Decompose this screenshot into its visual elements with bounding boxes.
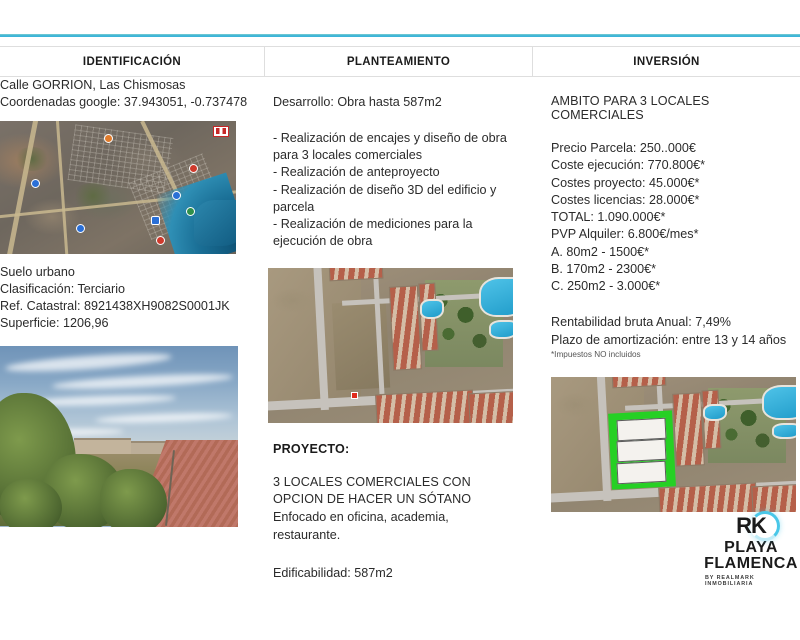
- photo-building: [74, 438, 131, 454]
- plot-ground-photo: [0, 346, 238, 527]
- logo-line-one: PLAYA: [724, 539, 778, 556]
- satellite-parcel-highlight-map: [551, 377, 796, 512]
- cadastral-reference: Ref. Catastral: 8921438XH9082S0001JK: [0, 299, 230, 313]
- map-building-block: [388, 286, 422, 371]
- logo-line-two: FLAMENCA: [704, 555, 798, 573]
- top-accent-rule: [0, 34, 800, 37]
- cost-line: TOTAL: 1.090.000€*: [551, 210, 666, 224]
- header-identificacion: IDENTIFICACIÓN: [0, 47, 265, 76]
- map-pin-red-south: [156, 236, 165, 245]
- map-pin-blue-west: [31, 179, 40, 188]
- map-swimming-pool: [772, 423, 797, 439]
- land-classification: Clasificación: Terciario: [0, 281, 126, 296]
- map-building-block: [658, 482, 758, 512]
- map-swimming-pool: [489, 320, 514, 339]
- map-swimming-pool: [479, 277, 513, 317]
- unit-price-line: A. 80m2 - 1500€*: [551, 244, 650, 259]
- header-inversion: INVERSIÓN: [633, 55, 700, 68]
- property-coordinates: Coordenadas google: 37.943051, -0.737478: [0, 95, 248, 110]
- cost-line: Precio Parcela: 250..000€: [551, 141, 696, 155]
- satellite-detail-map: [268, 268, 513, 423]
- project-heading: PROYECTO:: [273, 441, 350, 456]
- column-inversion: [533, 77, 800, 512]
- commercial-unit-a: [617, 417, 667, 440]
- project-focus: Enfocado en oficina, academia, restaurante.: [273, 510, 449, 542]
- map-building-block: [751, 483, 796, 511]
- map-building-block: [672, 392, 705, 466]
- map-swimming-pool: [762, 385, 796, 420]
- property-address: Calle GORRION, Las Chismosas: [0, 78, 186, 92]
- tax-note: *Impuestos NO incluidos: [551, 349, 641, 359]
- logo-tagline: BY REALMARK INMOBILIARIA: [705, 574, 755, 587]
- cost-line: PVP Alquiler: 6.800€/mes*: [551, 227, 699, 242]
- task-item: - Realización de anteproyecto: [273, 165, 440, 180]
- amortization-period: Plazo de amortización: entre 13 y 14 años: [551, 332, 787, 347]
- map-building-block: [468, 390, 513, 422]
- map-pin-blue-square: [151, 216, 160, 225]
- cost-line: Coste ejecución: 770.800€*: [551, 158, 706, 173]
- investment-scope: AMBITO PARA 3 LOCALES COMERCIALES: [551, 94, 710, 122]
- map-location-marker: [351, 392, 358, 399]
- task-item: - Realización de mediciones para la ejecución de obra: [273, 217, 473, 249]
- gross-yield: Rentabilidad bruta Anual: 7,49%: [551, 315, 731, 330]
- map-building-block: [375, 389, 475, 423]
- column-header-row: [0, 46, 800, 77]
- header-planteamiento: PLANTEAMIENTO: [265, 47, 533, 76]
- cost-line: Costes proyecto: 45.000€*: [551, 175, 700, 190]
- rk-monogram: [720, 512, 782, 540]
- map-sea-inner: [194, 200, 236, 246]
- buildability: Edificabilidad: 587m2: [273, 565, 393, 580]
- map-pin-orange: [104, 134, 113, 143]
- task-item: - Realización de diseño 3D del edificio y parcela: [273, 182, 497, 214]
- map-swimming-pool: [703, 404, 728, 422]
- commercial-unit-c: [617, 461, 667, 484]
- unit-price-line: C. 250m2 - 3.000€*: [551, 279, 661, 293]
- rk-monogram-text: RK: [736, 513, 766, 538]
- commercial-unit-b: [617, 439, 667, 462]
- satellite-overview-map: [0, 121, 236, 254]
- map-flag-icon: [213, 126, 229, 137]
- task-item: - Realización de encajes y diseño de obra para 3 locales comerciales: [273, 130, 507, 163]
- column-identificacion: [0, 77, 265, 527]
- company-logo: [705, 512, 797, 590]
- column-planteamiento: [265, 77, 533, 583]
- map-swimming-pool: [420, 299, 445, 319]
- map-pin-blue-south: [76, 224, 85, 233]
- cost-line: Costes licencias: 28.000€*: [551, 192, 700, 207]
- plot-surface: Superficie: 1206,96: [0, 316, 109, 331]
- land-type: Suelo urbano: [0, 264, 75, 279]
- unit-price-line: B. 170m2 - 2300€*: [551, 261, 657, 276]
- project-title: 3 LOCALES COMERCIALES CON OPCION DE HACER UN SÓTANO: [273, 474, 472, 506]
- development-scope: Desarrollo: Obra hasta 587m2: [273, 95, 442, 109]
